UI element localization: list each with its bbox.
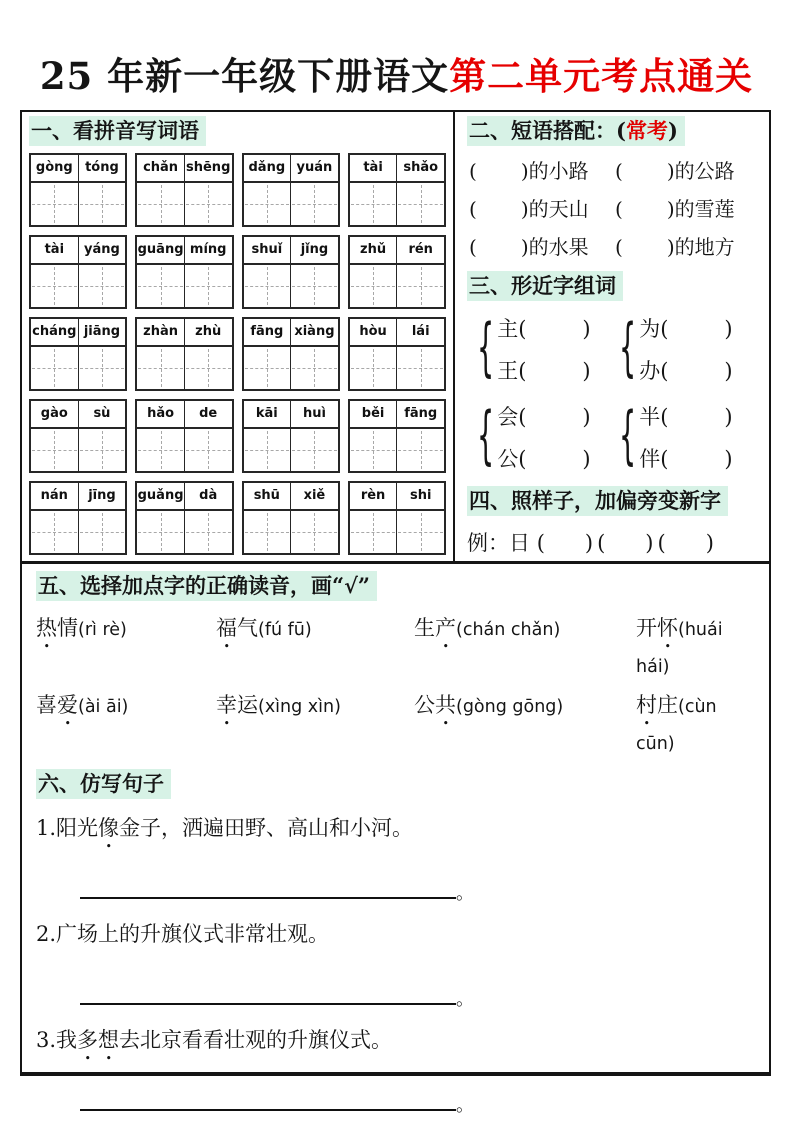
- pinyin-table: [29, 153, 446, 555]
- pronunciation-item: 喜爱(ài āi): [36, 693, 129, 718]
- writing-cell[interactable]: [184, 511, 232, 553]
- writing-cell[interactable]: [78, 265, 126, 307]
- pinyin-row: [29, 481, 446, 555]
- section-4-heading: 四、照样子，加偏旁变新字: [467, 487, 761, 515]
- pinyin-word-group: [135, 399, 233, 473]
- pronunciation-item: 生产(chán chǎn): [414, 616, 561, 641]
- pinyin-options[interactable]: (gòng gōng): [456, 697, 564, 718]
- writing-cell[interactable]: [31, 265, 78, 307]
- writing-cell[interactable]: [78, 183, 126, 225]
- pinyin-syllable: shuǐ: [251, 242, 283, 258]
- pinyin-word-group: [135, 153, 233, 227]
- pinyin-word-group: [29, 317, 127, 391]
- writing-cell[interactable]: [244, 183, 291, 225]
- pinyin-syllable: hòu: [359, 324, 387, 340]
- radical-line: 例：日 ( ) ( ) ( ): [467, 531, 714, 556]
- pinyin-syllable: hǎo: [147, 406, 175, 422]
- pinyin-word-group: [242, 481, 340, 555]
- pinyin-syllable: zhàn: [143, 324, 178, 340]
- model-sentence: 3.我多想去北京看看壮观的升旗仪式。: [36, 1027, 393, 1052]
- pinyin-options[interactable]: (rì rè): [78, 620, 127, 641]
- phrase-item: ( )的天山: [469, 197, 589, 222]
- pinyin-options[interactable]: (huái hái): [636, 620, 723, 678]
- exam-tag: 常考: [625, 118, 668, 143]
- brace-icon: {: [619, 312, 637, 386]
- writing-cell[interactable]: [350, 183, 397, 225]
- writing-cell[interactable]: [396, 347, 444, 389]
- pinyin-word-group: [348, 235, 446, 309]
- pinyin-word-group: [29, 235, 127, 309]
- pinyin-syllable: yáng: [78, 237, 126, 263]
- pinyin-options[interactable]: (cùn cūn): [636, 697, 717, 755]
- section-5-heading: 五、选择加点字的正确读音，画“√”: [36, 572, 755, 600]
- page-title: [0, 46, 793, 100]
- answer-blank[interactable]: [80, 893, 456, 899]
- pinyin-word-group: [348, 399, 446, 473]
- pinyin-syllable: rén: [396, 237, 444, 263]
- confusable-pair: { 半( ) 伴( ): [619, 400, 733, 474]
- pinyin-syllable: zhù: [184, 319, 232, 345]
- section-2-items: [469, 155, 761, 260]
- pinyin-word-group: [348, 481, 446, 555]
- page-title-black: 25 年新一年级下册语文: [39, 54, 450, 98]
- pinyin-syllable: tóng: [78, 155, 126, 181]
- pinyin-row: [29, 399, 446, 473]
- pinyin-word-group: [242, 153, 340, 227]
- pinyin-syllable: zhǔ: [360, 242, 387, 258]
- section-3-heading: 三、形近字组词: [467, 272, 761, 300]
- pinyin-options[interactable]: (ài āi): [78, 697, 129, 718]
- pinyin-options[interactable]: (fú fū): [258, 620, 312, 641]
- phrase-item: ( )的小路: [469, 159, 589, 184]
- writing-cell[interactable]: [350, 347, 397, 389]
- pinyin-syllable: dà: [184, 483, 232, 509]
- brace-icon: {: [477, 312, 495, 386]
- pronunciation-item: 开怀(huái hái): [636, 616, 723, 678]
- writing-cell[interactable]: [244, 511, 291, 553]
- writing-cell[interactable]: [396, 429, 444, 471]
- writing-cell[interactable]: [184, 347, 232, 389]
- pinyin-syllable: sù: [78, 401, 126, 427]
- writing-cell[interactable]: [396, 265, 444, 307]
- writing-cell[interactable]: [184, 265, 232, 307]
- confusable-pair: { 主( ) 王( ): [477, 312, 591, 386]
- pinyin-syllable: shēng: [184, 155, 232, 181]
- writing-cell[interactable]: [244, 347, 291, 389]
- pinyin-word-group: [29, 399, 127, 473]
- writing-cell[interactable]: [31, 183, 78, 225]
- writing-cell[interactable]: [350, 429, 397, 471]
- model-sentence: 2.广场上的升旗仪式非常壮观。: [36, 921, 330, 946]
- right-column: [455, 112, 769, 561]
- pinyin-syllable: jiāng: [78, 319, 126, 345]
- pinyin-word-group: [348, 153, 446, 227]
- page-title-red: 第二单元考点通关: [449, 54, 754, 98]
- answer-line: 。: [80, 985, 755, 1011]
- pinyin-syllable: fāng: [250, 324, 284, 340]
- pinyin-syllable: běi: [361, 406, 385, 422]
- brace-icon: {: [619, 400, 637, 474]
- pinyin-syllable: chǎn: [143, 160, 179, 176]
- phrase-item: ( )的雪莲: [615, 197, 735, 222]
- writing-cell[interactable]: [31, 347, 78, 389]
- pinyin-word-group: [135, 317, 233, 391]
- section-1-pinyin: [22, 112, 455, 561]
- writing-cell[interactable]: [78, 511, 126, 553]
- answer-blank[interactable]: [80, 999, 456, 1005]
- pronunciation-item: 公共(gòng gōng): [414, 693, 564, 718]
- pinyin-syllable: guāng: [137, 242, 184, 258]
- writing-cell[interactable]: [290, 265, 338, 307]
- pinyin-syllable: fāng: [396, 401, 444, 427]
- writing-cell[interactable]: [137, 183, 184, 225]
- phrase-item: ( )的水果: [469, 235, 589, 260]
- section-2-heading: 二、短语搭配：(常考): [467, 117, 761, 145]
- pinyin-syllable: jīng: [78, 483, 126, 509]
- section-3-pairs: [477, 313, 761, 473]
- confusable-pair: { 会( ) 公( ): [477, 400, 591, 474]
- writing-cell[interactable]: [78, 347, 126, 389]
- phrase-item: ( )的公路: [615, 159, 735, 184]
- answer-blank[interactable]: [80, 1105, 456, 1111]
- answer-line: 。: [80, 879, 755, 905]
- pinyin-row: [29, 153, 446, 227]
- writing-cell[interactable]: [184, 183, 232, 225]
- pinyin-syllable: nán: [40, 488, 68, 504]
- pinyin-syllable: cháng: [32, 324, 77, 340]
- pinyin-options[interactable]: (xìng xìn): [258, 697, 341, 718]
- pinyin-syllable: jǐng: [290, 237, 338, 263]
- writing-cell[interactable]: [350, 265, 397, 307]
- writing-cell[interactable]: [290, 347, 338, 389]
- writing-cell[interactable]: [137, 347, 184, 389]
- pinyin-syllable: lái: [396, 319, 444, 345]
- writing-cell[interactable]: [290, 511, 338, 553]
- section-5-items: [36, 612, 755, 754]
- pinyin-syllable: huì: [290, 401, 338, 427]
- pinyin-syllable: xiě: [290, 483, 338, 509]
- writing-cell[interactable]: [396, 511, 444, 553]
- bottom-sections: [22, 564, 769, 1121]
- pinyin-syllable: shǎo: [396, 155, 444, 181]
- pinyin-syllable: de: [184, 401, 232, 427]
- writing-cell[interactable]: [137, 265, 184, 307]
- pinyin-syllable: guǎng: [137, 488, 184, 504]
- pronunciation-item: 幸运(xìng xìn): [216, 693, 341, 718]
- writing-cell[interactable]: [137, 511, 184, 553]
- pinyin-options[interactable]: (chán chǎn): [456, 620, 561, 641]
- section-6-heading: 六、仿写句子: [36, 770, 755, 798]
- writing-cell[interactable]: [31, 429, 78, 471]
- section-4-lines: [467, 525, 761, 561]
- writing-cell[interactable]: [244, 429, 291, 471]
- pinyin-syllable: shi: [396, 483, 444, 509]
- pinyin-syllable: dǎng: [248, 160, 286, 176]
- pinyin-syllable: míng: [184, 237, 232, 263]
- pinyin-syllable: gòng: [35, 160, 73, 176]
- pinyin-syllable: tài: [363, 160, 383, 176]
- top-columns: [22, 112, 769, 564]
- pinyin-syllable: xiàng: [290, 319, 338, 345]
- pronunciation-item: 村庄(cùn cūn): [636, 693, 717, 755]
- pinyin-syllable: gào: [40, 406, 68, 422]
- phrase-item: ( )的地方: [615, 235, 735, 260]
- section-1-heading: 一、看拼音写词语: [29, 117, 446, 145]
- pinyin-row: [29, 235, 446, 309]
- writing-cell[interactable]: [396, 183, 444, 225]
- pinyin-word-group: [135, 235, 233, 309]
- example-label: 例：: [467, 531, 509, 556]
- brace-icon: {: [477, 400, 495, 474]
- writing-cell[interactable]: [244, 265, 291, 307]
- pinyin-word-group: [242, 399, 340, 473]
- pinyin-row: [29, 317, 446, 391]
- pinyin-word-group: [29, 153, 127, 227]
- pinyin-syllable: tài: [44, 242, 65, 258]
- writing-cell[interactable]: [290, 183, 338, 225]
- pinyin-word-group: [242, 235, 340, 309]
- pinyin-word-group: [348, 317, 446, 391]
- writing-cell[interactable]: [78, 429, 126, 471]
- writing-cell[interactable]: [350, 511, 397, 553]
- model-sentence: 1.阳光像金子，洒遍田野、高山和小河。: [36, 815, 414, 840]
- pinyin-word-group: [242, 317, 340, 391]
- writing-cell[interactable]: [137, 429, 184, 471]
- writing-cell[interactable]: [184, 429, 232, 471]
- answer-line: 。: [80, 1091, 755, 1117]
- pinyin-syllable: yuán: [290, 155, 338, 181]
- pinyin-word-group: [29, 481, 127, 555]
- writing-cell[interactable]: [290, 429, 338, 471]
- pinyin-syllable: shū: [253, 488, 280, 504]
- pinyin-word-group: [135, 481, 233, 555]
- writing-cell[interactable]: [31, 511, 78, 553]
- pronunciation-item: 热情(rì rè): [36, 616, 127, 641]
- confusable-pair: { 为( ) 办( ): [619, 312, 733, 386]
- pinyin-syllable: kāi: [255, 406, 278, 422]
- pinyin-syllable: rèn: [360, 488, 386, 504]
- worksheet-frame: [20, 110, 771, 1116]
- pronunciation-item: 福气(fú fū): [216, 616, 312, 641]
